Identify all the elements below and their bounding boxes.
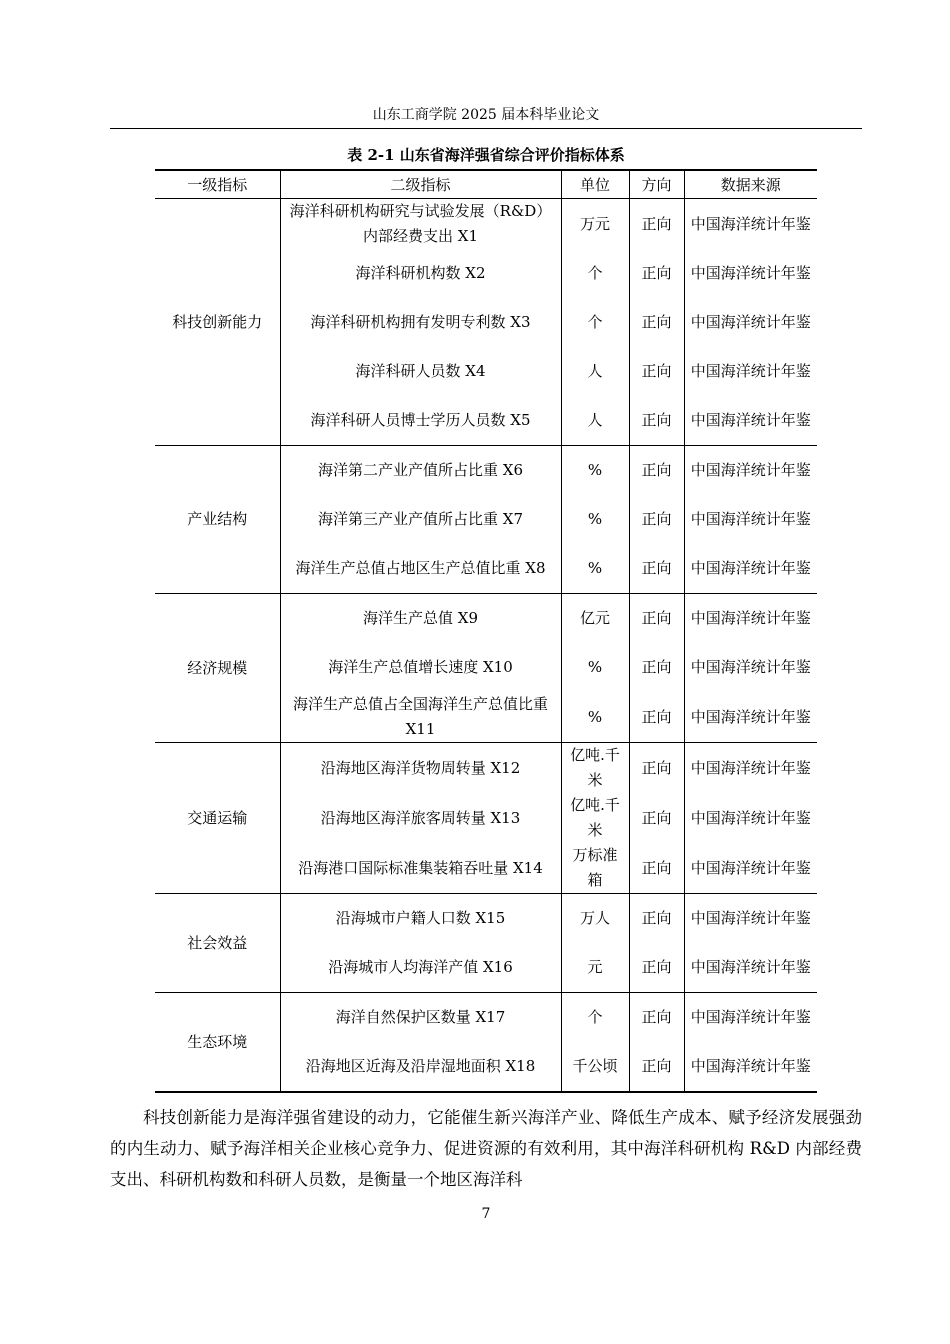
- indicator-cell: 海洋生产总值增长速度 X10: [280, 643, 561, 692]
- indicator-cell: 海洋科研人员数 X4: [280, 347, 561, 396]
- table-row: [155, 199, 817, 250]
- source-cell: 中国海洋统计年鉴: [684, 347, 817, 396]
- direction-cell: 正向: [629, 347, 684, 396]
- indicator-cell: 海洋科研机构研究与试验发展（R&D）内部经费支出 X1: [280, 199, 561, 250]
- table-row: [155, 446, 817, 496]
- category-cell: 科技创新能力: [155, 199, 280, 446]
- indicator-cell: 沿海港口国际标准集装箱吞吐量 X14: [280, 843, 561, 894]
- column-header-unit: 单位: [561, 170, 629, 199]
- source-cell: 中国海洋统计年鉴: [684, 298, 817, 347]
- source-cell: 中国海洋统计年鉴: [684, 199, 817, 250]
- source-cell: 中国海洋统计年鉴: [684, 544, 817, 594]
- indicator-cell: 沿海城市户籍人口数 X15: [280, 894, 561, 944]
- column-header-level2: 二级指标: [280, 170, 561, 199]
- indicator-cell: 海洋生产总值占全国海洋生产总值比重 X11: [280, 692, 561, 743]
- column-header-direction: 方向: [629, 170, 684, 199]
- unit-cell: 万人: [561, 894, 629, 944]
- direction-cell: 正向: [629, 249, 684, 298]
- category-cell: 经济规模: [155, 594, 280, 743]
- indicator-cell: 海洋科研机构拥有发明专利数 X3: [280, 298, 561, 347]
- unit-cell: 亿吨.千米: [561, 743, 629, 794]
- body-paragraph: 科技创新能力是海洋强省建设的动力，它能催生新兴海洋产业、降低生产成本、赋予经济发展强劲的内生动力、赋予海洋相关企业核心竞争力、促进资源的有效利用，其中海洋科研机构 R&D 内部经费支出、科研机构数和科研人员数，是衡量一个地区海洋科: [110, 1108, 862, 1189]
- indicator-cell: 沿海地区海洋货物周转量 X12: [280, 743, 561, 794]
- indicator-cell: 海洋生产总值 X9: [280, 594, 561, 644]
- unit-cell: %: [561, 692, 629, 743]
- direction-cell: 正向: [629, 692, 684, 743]
- category-cell: 生态环境: [155, 993, 280, 1093]
- direction-cell: 正向: [629, 544, 684, 594]
- column-header-source: 数据来源: [684, 170, 817, 199]
- source-cell: 中国海洋统计年鉴: [684, 594, 817, 644]
- indicator-cell: 海洋第三产业产值所占比重 X7: [280, 495, 561, 544]
- direction-cell: 正向: [629, 199, 684, 250]
- indicator-cell: 海洋自然保护区数量 X17: [280, 993, 561, 1043]
- unit-cell: 个: [561, 298, 629, 347]
- source-cell: 中国海洋统计年鉴: [684, 943, 817, 993]
- column-header-level1: 一级指标: [155, 170, 280, 199]
- unit-cell: 个: [561, 249, 629, 298]
- table-row: [155, 993, 817, 1043]
- source-cell: 中国海洋统计年鉴: [684, 743, 817, 794]
- source-cell: 中国海洋统计年鉴: [684, 495, 817, 544]
- source-cell: 中国海洋统计年鉴: [684, 396, 817, 446]
- table-body: [155, 199, 817, 1093]
- category-cell: 社会效益: [155, 894, 280, 993]
- direction-cell: 正向: [629, 843, 684, 894]
- page-number: 7: [481, 1206, 491, 1222]
- direction-cell: 正向: [629, 396, 684, 446]
- indicator-cell: 海洋科研机构数 X2: [280, 249, 561, 298]
- table-row: [155, 894, 817, 944]
- direction-cell: 正向: [629, 743, 684, 794]
- unit-cell: 人: [561, 347, 629, 396]
- indicator-table: [155, 169, 817, 1093]
- unit-cell: 千公顷: [561, 1042, 629, 1092]
- unit-cell: %: [561, 495, 629, 544]
- table-row: [155, 594, 817, 644]
- source-cell: 中国海洋统计年鉴: [684, 993, 817, 1043]
- indicator-cell: 海洋科研人员博士学历人员数 X5: [280, 396, 561, 446]
- unit-cell: 亿元: [561, 594, 629, 644]
- indicator-cell: 沿海地区海洋旅客周转量 X13: [280, 793, 561, 843]
- direction-cell: 正向: [629, 495, 684, 544]
- source-cell: 中国海洋统计年鉴: [684, 249, 817, 298]
- source-cell: 中国海洋统计年鉴: [684, 894, 817, 944]
- direction-cell: 正向: [629, 1042, 684, 1092]
- direction-cell: 正向: [629, 594, 684, 644]
- table-caption: 表 2-1 山东省海洋强省综合评价指标体系: [347, 146, 625, 164]
- unit-cell: 人: [561, 396, 629, 446]
- unit-cell: %: [561, 446, 629, 496]
- unit-cell: 万标准箱: [561, 843, 629, 894]
- direction-cell: 正向: [629, 643, 684, 692]
- unit-cell: 元: [561, 943, 629, 993]
- unit-cell: %: [561, 544, 629, 594]
- indicator-cell: 海洋生产总值占地区生产总值比重 X8: [280, 544, 561, 594]
- unit-cell: 个: [561, 993, 629, 1043]
- unit-cell: %: [561, 643, 629, 692]
- indicator-cell: 沿海地区近海及沿岸湿地面积 X18: [280, 1042, 561, 1092]
- source-cell: 中国海洋统计年鉴: [684, 793, 817, 843]
- table-row: [155, 743, 817, 794]
- page-header: 山东工商学院 2025 届本科毕业论文: [372, 107, 600, 123]
- direction-cell: 正向: [629, 298, 684, 347]
- indicator-cell: 沿海城市人均海洋产值 X16: [280, 943, 561, 993]
- direction-cell: 正向: [629, 993, 684, 1043]
- source-cell: 中国海洋统计年鉴: [684, 692, 817, 743]
- source-cell: 中国海洋统计年鉴: [684, 643, 817, 692]
- unit-cell: 万元: [561, 199, 629, 250]
- category-cell: 产业结构: [155, 446, 280, 594]
- source-cell: 中国海洋统计年鉴: [684, 1042, 817, 1092]
- indicator-cell: 海洋第二产业产值所占比重 X6: [280, 446, 561, 496]
- source-cell: 中国海洋统计年鉴: [684, 843, 817, 894]
- direction-cell: 正向: [629, 793, 684, 843]
- category-cell: 交通运输: [155, 743, 280, 894]
- header-rule: [110, 128, 862, 129]
- source-cell: 中国海洋统计年鉴: [684, 446, 817, 496]
- table-header-row: [155, 170, 817, 199]
- direction-cell: 正向: [629, 894, 684, 944]
- direction-cell: 正向: [629, 943, 684, 993]
- direction-cell: 正向: [629, 446, 684, 496]
- unit-cell: 亿吨.千米: [561, 793, 629, 843]
